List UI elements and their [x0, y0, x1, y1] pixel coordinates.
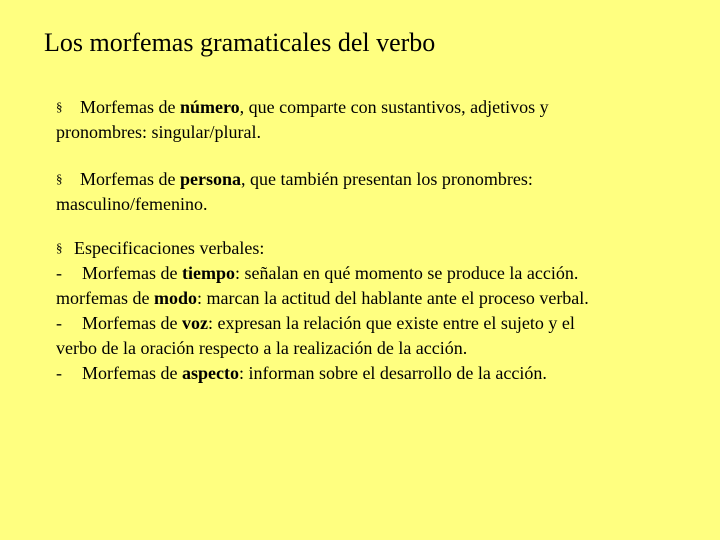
bullet-numero: [56, 94, 549, 145]
bullet-numero-post: , que comparte con sustantivos, adjetivos y: [239, 97, 549, 117]
bullet-persona-post: , que también presentan los pronombres:: [240, 169, 533, 189]
bullet-persona: [56, 166, 533, 217]
tiempo-post: : señalan en qué momento se produce la acción.: [234, 263, 579, 283]
aspecto-bold: aspecto: [181, 363, 239, 383]
bullet-numero-line1: [56, 94, 549, 120]
sub-item-tiempo: [56, 261, 589, 286]
sub-item-voz: [56, 311, 589, 336]
bullet-especificaciones: [56, 235, 589, 386]
dash-marker: -: [56, 363, 62, 383]
bullet-numero-line2: pronombres: singular/plural.: [56, 122, 261, 142]
tiempo-pre: Morfemas de: [82, 263, 182, 283]
aspecto-post: : informan sobre el desarrollo de la acción.: [238, 363, 547, 383]
bullet-icon: §: [56, 171, 63, 186]
especificaciones-heading-line: [56, 235, 589, 261]
modo-bold: modo: [153, 288, 197, 308]
voz-post: : expresan la relación que existe entre el sujeto y el: [207, 313, 575, 333]
sub-item-modo: [56, 286, 589, 311]
voz-pre: Morfemas de: [82, 313, 182, 333]
bullet-persona-bold: persona: [179, 169, 241, 189]
voz-bold: voz: [181, 313, 208, 333]
bullet-persona-line2: masculino/femenino.: [56, 194, 208, 214]
bullet-numero-bold: número: [179, 97, 240, 117]
sub-item-voz-line2: verbo de la oración respecto a la realización de la acción.: [56, 338, 468, 358]
aspecto-pre: Morfemas de: [82, 363, 182, 383]
modo-pre: morfemas de: [56, 288, 154, 308]
dash-marker: -: [56, 263, 62, 283]
slide-title: Los morfemas gramaticales del verbo: [44, 28, 436, 57]
bullet-icon: §: [56, 240, 63, 255]
sub-item-aspecto: [56, 361, 589, 386]
tiempo-bold: tiempo: [181, 263, 235, 283]
modo-post: : marcan la actitud del hablante ante el proceso verbal.: [196, 288, 589, 308]
bullet-numero-pre: Morfemas de: [80, 97, 180, 117]
bullet-persona-line1: [56, 166, 533, 192]
bullet-persona-pre: Morfemas de: [80, 169, 180, 189]
especificaciones-heading: Especificaciones verbales:: [74, 238, 265, 258]
dash-marker: -: [56, 313, 62, 333]
bullet-icon: §: [56, 99, 63, 114]
